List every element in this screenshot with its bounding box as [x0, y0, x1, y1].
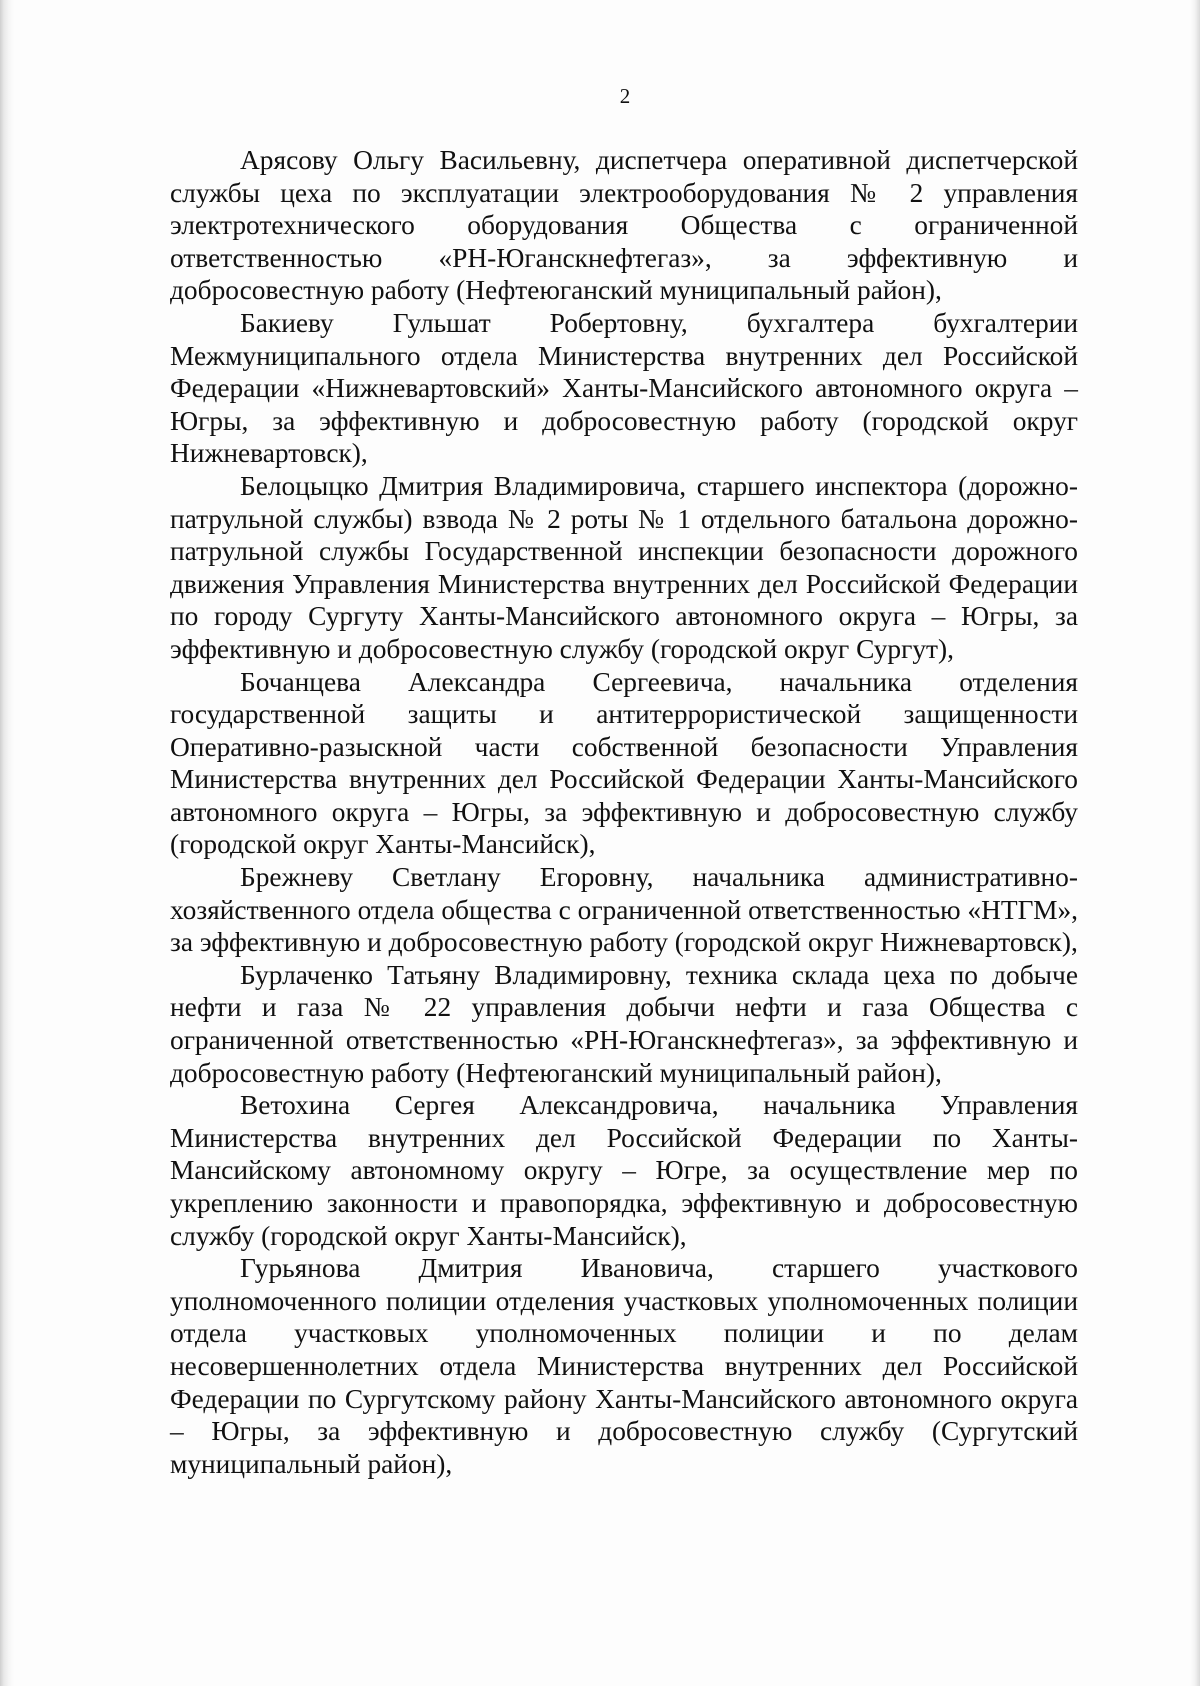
- paragraph-bakieva: Бакиеву Гульшат Робертовну, бухгалтера бухгалтерии Межмуниципального отдела Министерства внутренних дел Российской Федерации «Нижневартовский» Ханты-Мансийского автономного округа – Югры, за эффективную и добросовестную работу (городской округ Нижневартовск),: [170, 307, 1078, 469]
- page-number: 2: [619, 84, 631, 108]
- paragraph-vetokhin: Ветохина Сергея Александровича, начальника Управления Министерства внутренних дел Российской Федерации по Ханты-Мансийскому автономному округу – Югре, за осуществление мер по укреплению законности и правопорядка, эффективную и добросовестную службу (городской округ Ханты-Мансийск),: [170, 1090, 1078, 1251]
- paragraph-burlachenko: Бурлаченко Татьяну Владимировну, техника склада цеха по добыче нефти и газа № 22 управления добычи нефти и газа Общества с ограниченной ответственностью «РН-Юганскнефтегаз», за эффективную и добросовестную работу (Нефтеюганский муниципальный район),: [170, 959, 1078, 1088]
- scan-edge-left: [0, 0, 14, 1686]
- paragraph-bochantsev: Бочанцева Александра Сергеевича, начальника отделения государственной защиты и антитеррористической защищенности Оперативно-разыскной части собственной безопасности Управления Министерства внутренних дел Российской Федерации Ханты-Мансийского автономного округа – Югры, за эффективную и добросовестную службу (городской округ Ханты-Мансийск),: [170, 666, 1078, 860]
- paragraph-aryasova: Арясову Ольгу Васильевну, диспетчера оперативной диспетчерской службы цеха по эксплуатации электрооборудования № 2 управления электротехнического оборудования Общества с ограниченной ответственностью «РН-Юганскнефтегаз», за эффективную и добросовестную работу (Нефтеюганский муниципальный район),: [170, 145, 1078, 306]
- paragraph-belotsytsko: Белоцыцко Дмитрия Владимировича, старшего инспектора (дорожно-патрульной службы) взвода № 2 роты № 1 отдельного батальона дорожно-патрульной службы Государственной инспекции безопасности дорожного движения Управления Министерства внутренних дел Российской Федерации по городу Сургуту Ханты-Мансийского автономного округа – Югры, за эффективную и добросовестную службу (городской округ Сургут),: [170, 470, 1078, 664]
- scan-edge-right: [1190, 0, 1200, 1686]
- paragraph-guryanov: Гурьянова Дмитрия Ивановича, старшего участкового уполномоченного полиции отделения участковых уполномоченных полиции отдела участковых уполномоченных полиции и по делам несовершеннолетних отдела Министерства внутренних дел Российской Федерации по Сургутскому району Ханты-Мансийского автономного округа – Югры, за эффективную и добросовестную службу (Сургутский муниципальный район),: [170, 1253, 1078, 1479]
- document-body: [170, 144, 1078, 1480]
- paragraph-brezhneva: Брежневу Светлану Егоровну, начальника административно-хозяйственного отдела общества с ограниченной ответственностью «НТГМ», за эффективную и добросовестную работу (городской округ Нижневартовск),: [170, 862, 1078, 958]
